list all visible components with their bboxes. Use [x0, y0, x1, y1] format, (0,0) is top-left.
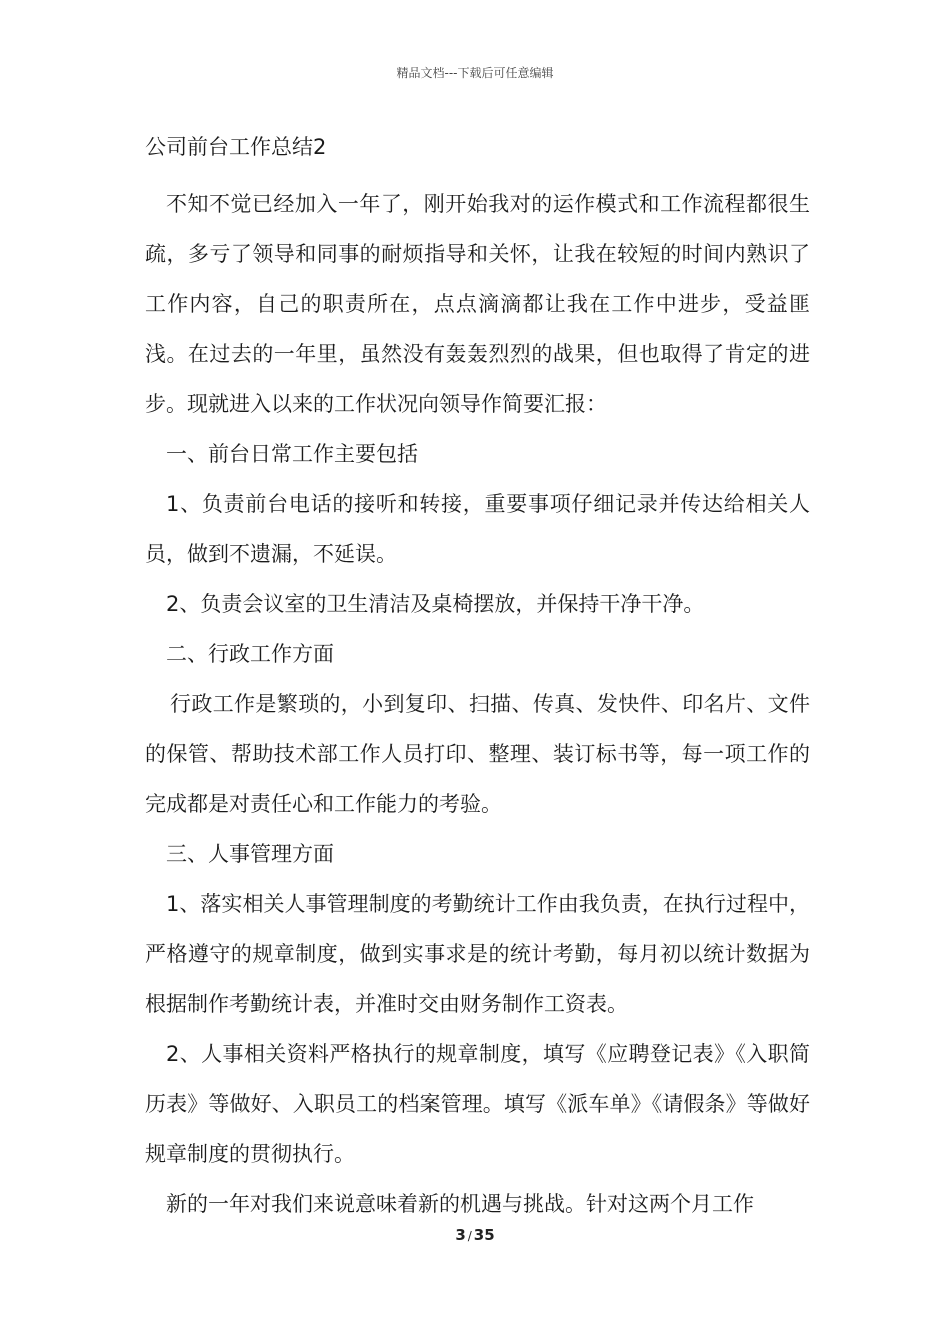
page-separator: /	[467, 1229, 472, 1243]
total-pages-number: 35	[473, 1226, 495, 1244]
paragraph-item: 2、负责会议室的卫生清洁及桌椅摆放，并保持干净干净。	[166, 592, 705, 616]
page-number	[0, 1226, 950, 1244]
paragraph-item: 1、落实相关人事管理制度的考勤统计工作由我负责，在执行过程中，严格遵守的规章制度，做到实事求是的统计考勤，每月初以统计数据为根据制作考勤统计表，并准时交由财务制作工资表。	[145, 892, 810, 1016]
current-page-number: 3	[455, 1226, 466, 1244]
section-heading-1: 一、前台日常工作主要包括	[166, 442, 418, 466]
paragraph-intro: 不知不觉已经加入一年了，刚开始我对的运作模式和工作流程都很生疏，多亏了领导和同事的耐烦指导和关怀，让我在较短的时间内熟识了工作内容，自己的职责所在，点点滴滴都让我在工作中进步，受益匪浅。在过去的一年里，虽然没有轰轰烈烈的战果，但也取得了肯定的进步。现就进入以来的工作状况向领导作简要汇报：	[145, 192, 810, 416]
paragraph-admin: 行政工作是繁琐的，小到复印、扫描、传真、发快件、印名片、文件的保管、帮助技术部工作人员打印、整理、装订标书等，每一项工作的完成都是对责任心和工作能力的考验。	[145, 692, 810, 816]
document-body	[145, 129, 810, 1229]
section-heading-3: 三、人事管理方面	[166, 842, 334, 866]
section-heading-2: 二、行政工作方面	[166, 642, 334, 666]
page-header: 精品文档---下载后可任意编辑	[396, 66, 554, 80]
document-title: 公司前台工作总结2	[145, 135, 327, 159]
paragraph-item: 1、负责前台电话的接听和转接，重要事项仔细记录并传达给相关人员，做到不遗漏，不延误。	[145, 492, 810, 566]
paragraph-closing: 新的一年对我们来说意味着新的机遇与挑战。针对这两个月工作	[166, 1192, 754, 1216]
paragraph-item: 2、人事相关资料严格执行的规章制度，填写《应聘登记表》《入职简历表》等做好、入职员工的档案管理。填写《派车单》《请假条》等做好规章制度的贯彻执行。	[145, 1042, 810, 1166]
